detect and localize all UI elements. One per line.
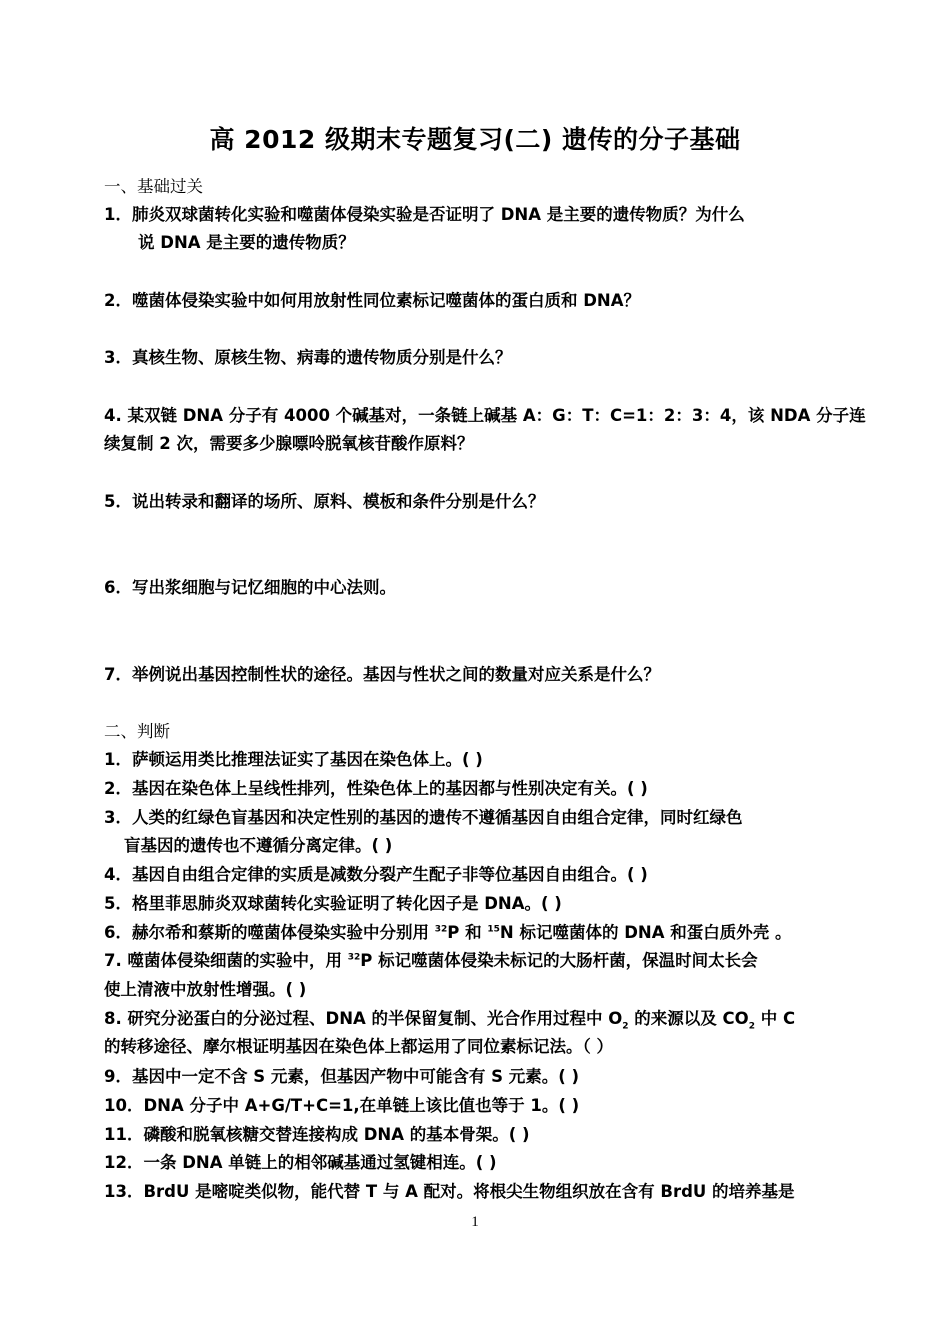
section-heading-judgement: 二、判断 (104, 722, 170, 741)
judgement-6-superscript-2: 15 (487, 924, 500, 935)
question-4-line-2: 续复制 2 次，需要多少腺嘌呤脱氧核苷酸作原料？ (104, 434, 474, 453)
judgement-3-line-2: 盲基因的遗传也不遵循分离定律。( ) (124, 836, 393, 855)
judgement-7-text-b: P 标记噬菌体侵染未标记的大肠杆菌，保温时间太长会 (360, 951, 758, 970)
question-3: 3．真核生物、原核生物、病毒的遗传物质分别是什么？ (104, 348, 512, 367)
judgement-13: 13．BrdU 是嘧啶类似物，能代替 T 与 A 配对。将根尖生物组织放在含有 BrdU 的培养基是 (104, 1182, 795, 1201)
judgement-8-text-a: 8. 研究分泌蛋白的分泌过程、DNA 的半保留复制、光合作用过程中 O (104, 1009, 623, 1028)
question-7-part-1: 7．举例说出基因控制性状的途径。基因与性 (104, 665, 429, 684)
judgement-6-text-a: 6．赫尔希和蔡斯的噬菌体侵染实验中分别用 (104, 923, 435, 942)
page-title: 高 2012 级期末专题复习(二) 遗传的分子基础 (209, 125, 741, 154)
judgement-2: 2．基因在染色体上呈线性排列，性染色体上的基因都与性别决定有关。( ) (104, 779, 648, 798)
judgement-8-subscript-1: 2 (622, 1021, 629, 1032)
question-4-line-1: 4. 某双链 DNA 分子有 4000 个碱基对，一条链上碱基 A：G：T：C=1：2：3：4，该 NDA 分子连 (104, 406, 866, 425)
judgement-6 (104, 922, 864, 944)
judgement-7-superscript: 32 (347, 952, 361, 963)
judgement-6-text-c: N 标记噬菌体的 DNA 和蛋白质外壳 。 (499, 923, 792, 942)
section-heading-basics: 一、基础过关 (104, 177, 203, 196)
question-5: 5．说出转录和翻译的场所、原料、模板和条件分别是什么？ (104, 492, 545, 511)
judgement-5: 5．格里菲思肺炎双球菌转化实验证明了转化因子是 DNA。( ) (104, 894, 562, 913)
page-number: 1 (471, 1214, 479, 1230)
judgement-8-subscript-2: 2 (748, 1021, 755, 1032)
judgement-11: 11．磷酸和脱氧核糖交替连接构成 DNA 的基本骨架。( ) (104, 1125, 530, 1144)
judgement-12: 12．一条 DNA 单链上的相邻碱基通过氢键相连。( ) (104, 1153, 497, 1172)
judgement-1: 1．萨顿运用类比推理法证实了基因在染色体上。( ) (104, 750, 483, 769)
judgement-8-text-b: 的来源以及 CO (628, 1009, 749, 1028)
judgement-7-line-1 (104, 950, 864, 972)
question-7-part-2: 状之间的数量对应关系是什么？ (428, 665, 660, 684)
question-6: 6．写出浆细胞与记忆细胞的中心法则。 (104, 578, 396, 597)
judgement-4: 4．基因自由组合定律的实质是减数分裂产生配子非等位基因自由组合。( ) (104, 865, 648, 884)
judgement-8-line-2: 的转移途径、摩尔根证明基因在染色体上都运用了同位素标记法。（ ） (104, 1037, 613, 1056)
question-2: 2．噬菌体侵染实验中如何用放射性同位素标记噬菌体的蛋白质和 DNA？ (104, 291, 641, 310)
judgement-7-line-2: 使上清液中放射性增强。( ) (104, 980, 307, 999)
judgement-3-line-1: 3．人类的红绿色盲基因和决定性别的基因的遗传不遵循基因自由组合定律，同时红绿色 (104, 808, 743, 827)
question-7 (104, 664, 864, 686)
judgement-7-text-a: 7. 噬菌体侵染细菌的实验中，用 (104, 951, 348, 970)
judgement-9: 9．基因中一定不含 S 元素，但基因产物中可能含有 S 元素。( ) (104, 1067, 580, 1086)
judgement-6-text-b: P 和 (447, 923, 488, 942)
question-1-line-1: 1．肺炎双球菌转化实验和噬菌体侵染实验是否证明了 DNA 是主要的遗传物质？为什么 (104, 205, 745, 224)
judgement-8-line-1 (104, 1008, 864, 1030)
judgement-10: 10．DNA 分子中 A+G/T+C=1,在单链上该比值也等于 1。( ) (104, 1096, 580, 1115)
question-1-line-2: 说 DNA 是主要的遗传物质？ (138, 233, 355, 252)
judgement-8-text-c: 中 C (754, 1009, 796, 1028)
judgement-6-superscript-1: 32 (434, 924, 448, 935)
